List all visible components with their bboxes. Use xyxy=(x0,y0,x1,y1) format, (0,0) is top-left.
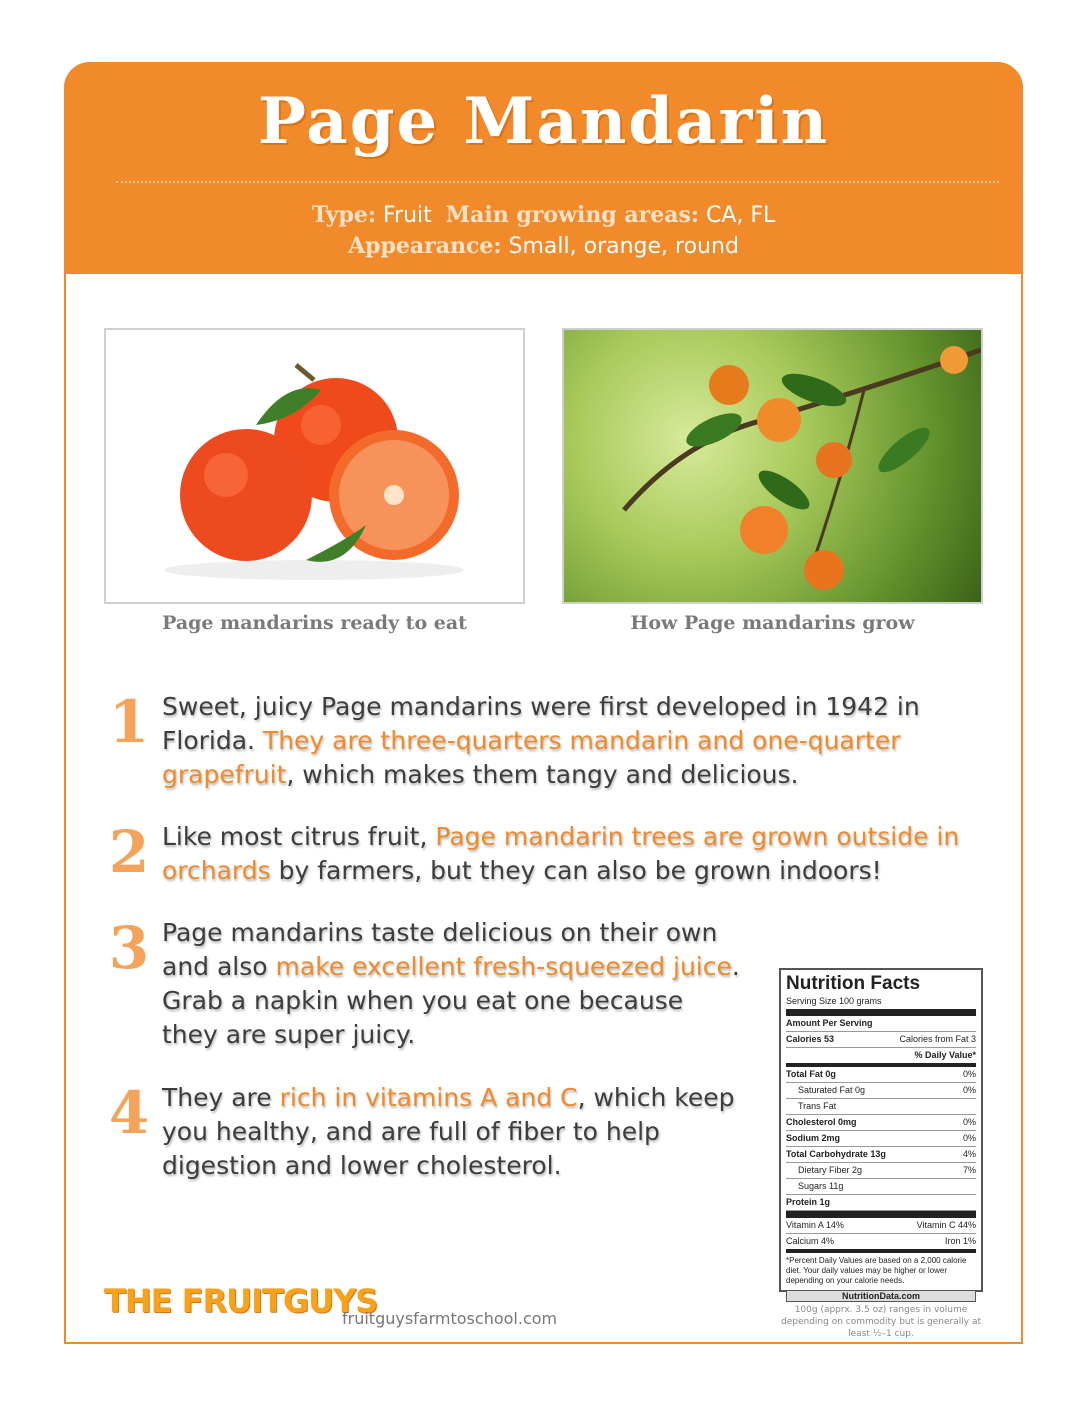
nutrient-rows xyxy=(786,1067,976,1211)
nutrient-row: Protein 1g xyxy=(786,1195,976,1211)
website-url[interactable]: fruitguysfarmtoschool.com xyxy=(342,1309,558,1328)
nutrient-row: Cholesterol 0mg 0% xyxy=(786,1115,976,1131)
meta-line-1 xyxy=(64,202,1023,228)
serving-size: Serving Size 100 grams xyxy=(786,994,976,1016)
nutrient-row: Dietary Fiber 2g 7% xyxy=(786,1163,976,1179)
photo-caption-2: How Page mandarins grow xyxy=(630,612,915,634)
fact-number-1: 1 xyxy=(108,688,150,756)
fact-number-4: 4 xyxy=(108,1079,150,1147)
nutrient-row: Total Carbohydrate 13g 4% xyxy=(786,1147,976,1163)
minerals-row: Calcium 4% Iron 1% xyxy=(786,1234,976,1253)
fact-text-2: Like most citrus fruit, Page mandarin trees are grown outside in orchards by farmers, but they can also be grown indoors! xyxy=(162,822,960,885)
mandarin-fruit-photo xyxy=(104,328,525,604)
type-value: Fruit xyxy=(382,203,432,228)
nutrition-source: NutritionData.com xyxy=(786,1290,976,1302)
nutrition-facts-label xyxy=(779,968,983,1301)
header-banner xyxy=(64,62,1023,274)
nutrition-title: Nutrition Facts xyxy=(786,973,921,994)
appearance-value: Small, orange, round xyxy=(508,234,739,259)
amount-per-serving: Amount Per Serving xyxy=(786,1016,976,1032)
fact-text-3: Page mandarins taste delicious on their own and also make excellent fresh-squeezed juice. Grab a napkin when you eat one because they are super juicy. xyxy=(162,918,740,1049)
meta-line-2 xyxy=(64,233,1023,259)
vitamins-row: Vitamin A 14% Vitamin C 44% xyxy=(786,1218,976,1234)
nutrient-row: Saturated Fat 0g 0% xyxy=(786,1083,976,1099)
areas-label: Main growing areas: xyxy=(445,202,699,228)
photo-caption-1: Page mandarins ready to eat xyxy=(162,612,467,634)
mandarin-tree-photo xyxy=(562,328,983,604)
daily-value-header: % Daily Value* xyxy=(786,1048,976,1067)
nutrient-row: Trans Fat xyxy=(786,1099,976,1115)
calories-row: Calories 53 Calories from Fat 3 xyxy=(786,1032,976,1048)
fact-text-4: They are rich in vitamins A and C, which keep you healthy, and are full of fiber to help digestion and lower cholesterol. xyxy=(162,1083,735,1180)
dotted-divider xyxy=(116,181,999,183)
nutrient-row: Total Fat 0g 0% xyxy=(786,1067,976,1083)
fact-number-2: 2 xyxy=(108,818,150,886)
nutrient-row: Sugars 11g xyxy=(786,1179,976,1195)
nutrition-divider xyxy=(786,1211,976,1218)
nutrition-note: 100g (apprx. 3.5 oz) ranges in volume depending on commodity but is generally at least ½–1 cup. xyxy=(781,1305,981,1339)
fruitguys-logo: THE FRUITGUYS xyxy=(104,1282,378,1320)
areas-value: CA, FL xyxy=(705,203,776,228)
page-title: Page Mandarin xyxy=(257,84,830,159)
type-label: Type: xyxy=(311,202,376,228)
fact-text-1: Sweet, juicy Page mandarins were first developed in 1942 in Florida. They are three-quarters mandarin and one-quarter grapefruit, which makes them tangy and delicious. xyxy=(162,692,920,789)
nutrition-footnote: *Percent Daily Values are based on a 2,000 calorie diet. Your daily values may be higher or lower depending on your calorie needs. xyxy=(786,1256,967,1285)
nutrient-row: Sodium 2mg 0% xyxy=(786,1131,976,1147)
fact-number-3: 3 xyxy=(108,914,150,982)
appearance-label: Appearance: xyxy=(348,233,502,259)
